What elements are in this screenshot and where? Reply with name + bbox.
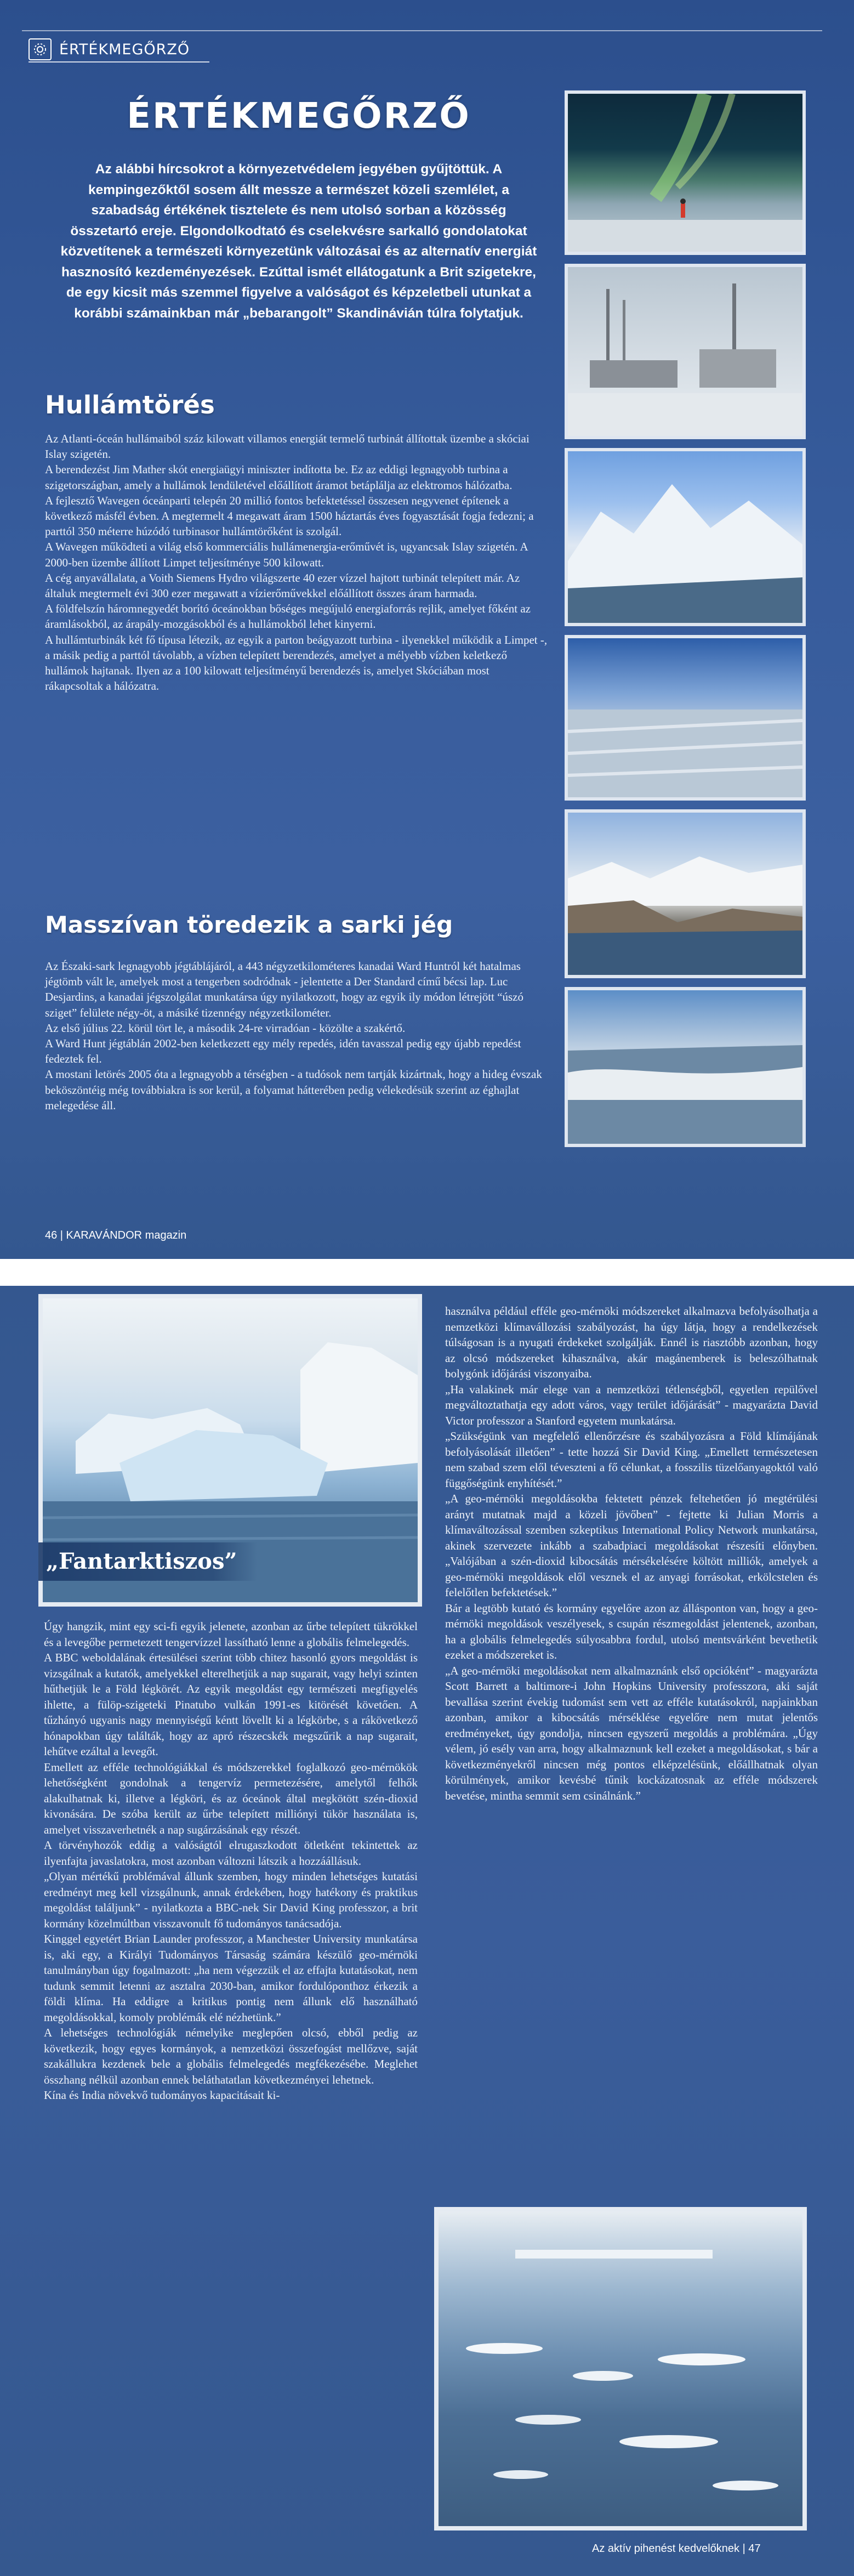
photo-sea-ice bbox=[565, 987, 806, 1147]
paragraph: „Szükségünk van megfelelő ellenőrzésre és szabályozásra a Föld klímájának befolyásolását illetően” - tette hozzá Sir David King. „Emellett természetesen nem szabad szem elől téveszteni a fő célunkat, a fosszilis tüzelőanyagoktól való függőségünk enyhítését.” bbox=[445, 1429, 818, 1490]
paragraph: A cég anyavállalata, a Voith Siemens Hydro világszerte 40 ezer vízzel hajtott turbinát telepített már. Az általuk megtermelt évi 300 ezer megawatt a vízierőművekkel előállított összes áram harmada. bbox=[45, 571, 520, 600]
paragraph: Emellett az efféle technológiákkal és módszerekkel foglalkozó geo-mérnökök lehetőségként gondolnak a tengervíz permetezésére, amelytől felhők alakulhatnak ki, illetve a légköri, és az óceánok által megkötött szén-dioxid kivonására. De szóba került az űrbe telepített milliónyi tükör használata is, amelyet visszaverhetnék a nap sugárzásának egy részét. bbox=[44, 1760, 418, 1836]
paragraph: Bár a legtöbb kutató és kormány egyelőre azon az állásponton van, hogy a geo-mérnöki megoldások veszélyesek, s csupán részmegoldást jelentenek, azonban, ha a globális felmelegedés súlyosabbra fordul, utolsó mentsvárként bevethetik ezeket a módszereket is. bbox=[445, 1601, 818, 1661]
article-body-sarki-jeg bbox=[45, 958, 549, 1113]
page-47 bbox=[0, 1286, 854, 2576]
paragraph: A berendezést Jim Mather skót energiaügyi miniszter indította be. Ez az eddigi legnagyobb turbina a szigetországban, amely a hullámok lendületével előállított áramot betáplálja az elektromos hálózatba. bbox=[45, 463, 513, 492]
paragraph: használva például efféle geo-mérnöki módszereket alkalmazva befolyásolhatja a nemzetközi klímavállozási szabályozást, ha úgy látja, hogy a rendelkezések túlságosan is a nyugati érdekeket szolgálják. Ennél is riasztóbb azonban, hogy az olcsó módszereket kihasználva, akár magánemberek is beleszólhatnak bolygónk időjárási viszonyaiba. bbox=[445, 1304, 818, 1380]
paragraph: Úgy hangzik, mint egy sci-fi egyik jelenete, azonban az űrbe telepített tükrökkel és a levegőbe permetezett tengervízzel lassítható lenne a globális felmelegedés. bbox=[44, 1620, 418, 1649]
page-footer-left: 46 | KARAVÁNDOR magazin bbox=[45, 1229, 187, 1241]
paragraph: A Ward Hunt jégtáblán 2002-ben keletkezett egy mély repedés, idén tavasszal pedig egy újabb repedést fedeztek fel. bbox=[45, 1037, 521, 1066]
article-column-left bbox=[44, 1619, 418, 2103]
article-heading-sarki-jeg: Masszívan töredezik a sarki jég bbox=[45, 911, 453, 938]
paragraph: Az Északi-sark legnagyobb jégtáblájáról, a 443 négyzetkilométeres kanadai Ward Huntról két hatalmas jégtömb vált le, amelyek most a tengerben sodródnak - jelentette a Der Standard című bécsi lap. Luc Desjardins, a kanadai jégszolgálat munkatársa úgy nyilatkozott, hogy az egyik ily módon létrejött “úszó sziget” felülete négy-öt, a másiké tizennégy négyzetkilométer. bbox=[45, 960, 524, 1019]
paragraph: Kinggel egyetért Brian Launder professzor, a Manchester University munkatársa is, aki egy, a Királyi Tudományos Társaság számára készülő geo-mérnöki tanulmányban úgy fogalmazott: „ha nem végezzük el az effajta kutatásokat, nem tudunk semmit letenni az asztalra 2030-ban, amikor fordulóponthoz érkezik a földi klíma. Ha eddigre a kritikus pontig nem állunk elő használható megoldásokkal, komoly problémák elé nézhetünk.” bbox=[44, 1932, 418, 2024]
photo-ice-floes bbox=[434, 2207, 807, 2530]
paragraph: A fejlesztő Wavegen óceánparti telepén 20 millió fontos befektetéssel összesen negyvenet építenek a következő másfél évben. A megtermelt 4 megawatt áram 1500 háztartás éves fogyasztását fogja fedezni; a parttól 350 méterre húzódó turbinasor hullámtörőként is szolgál. bbox=[45, 493, 534, 538]
paragraph: Kína és India növekvő tudományos kapacitásait ki- bbox=[44, 2089, 280, 2102]
paragraph: Az első július 22. körül tört le, a második 24-re virradóan - közölte a szakértő. bbox=[45, 1021, 406, 1035]
photo-column bbox=[565, 90, 806, 1156]
paragraph: Az Atlanti-óceán hullámaiból száz kilowatt villamos energiát termelő turbinát állítottak üzembe a skóciai Islay szigetén. bbox=[45, 432, 530, 461]
paragraph: A BBC weboldalának értesülései szerint több chitez hasonló gyors megoldást is vizsgálnak a kutatók, amelyekkel elterelhetjük a nap sugarait, vagy helyi szinten hűthetjük le a Föld légkörét. Az egyik megoldást egy természeti megfigyelés ihlette, a fülöp-szigeteki Pinatubo vulkán 1991-es kitörését követően. A tűzhányó ugyanis nagy mennyiségű kéntt lövellt ki a légkörbe, s a rákövetkező hónapokban úgy találták, hogy az apró részecskék megszűrik a nap sugarait, lehűtve ezáltal a levegőt. bbox=[44, 1651, 418, 1758]
paragraph: „Olyan mértékű problémával állunk szemben, hogy minden lehetséges kutatási eredményt meg kell vizsgálnunk, annak érdekében, hogy hatékony és praktikus megoldást találjunk” - nyilatkozta a BBC-nek Sir David King professzor, a brit kormány közelmúltban visszavonult fő tudományos tanácsadója. bbox=[44, 1870, 418, 1930]
paragraph: „A geo-mérnöki megoldásokat nem alkalmaznánk első opcióként” - magyarázta Scott Barrett a baltimore-i John Hopkins University professzora, aki saját bevallása szerint évekig tudomást sem vett az efféle kutatásokról, napjainkban azonban, amikor a kibocsátás mérséklése egyelőre nem mutat jelentős eredményeket, úgy gondolja, nincsen egyszerű megoldás a problémára. „Úgy vélem, jó esély van arra, hogy alkalmaznunk kell ezeket a megoldásokat, s bár a következményekről nincsen még pontos elképzelésünk, előállhatnak olyan körülmények, amikor kevésbé tűnik kockázatosnak az efféle módszerek bevetése, mintha semmit sem csinálnánk.” bbox=[445, 1664, 818, 1802]
paragraph: A mostani letörés 2005 óta a legnagyobb a térségben - a tudósok nem tartják kizártnak, hogy a hideg évszak beköszöntéig még továbbiakra is sor kerül, a folyamat hátterében pedig vélekedésük szerint az éghajlat melegedése áll. bbox=[45, 1068, 542, 1112]
paragraph: A földfelszín háromnegyedét borító óceánokban bőséges megújuló energiaforrás rejlik, amelyet főként az áramlásokból, az árapály-mozgásokból és a hullámokból lehet kinyerni. bbox=[45, 602, 531, 631]
intro-lead: Az alábbi hírcsokrot a környezetvédelem jegyében gyűjtöttük. A kempingezőktől sosem állt messze a természet közeli szemlélet, a szabadság értékének tisztelete és nem utolsó sorban a közösség összetartó ereje. Elgondolkodtató és cselekvésre sarkalló gondolatokat közvetítenek a természeti környezetünk változásai és az alternatív energiát hasznosító kezdeményezések. Ezúttal ismét ellátogatunk a Brit szigetekre, de egy kicsit más szemmel figyelve a valóságot és képzeletbeli utunkat a korábbi számainkban már „bebarangolt” Skandinávián túlra folytatjuk. bbox=[60, 162, 537, 321]
photo-power-plant bbox=[565, 264, 806, 439]
photo-aurora bbox=[565, 90, 806, 255]
paragraph: A Wavegen működteti a világ első kommerciális hullámenergia-erőművét is, ugyancsak Islay szigetén. A 2000-ben üzembe állított Limpet teljesítménye 500 kilowatt. bbox=[45, 540, 528, 569]
page-title: ÉRTÉKMEGŐRZŐ bbox=[127, 96, 471, 137]
section-tag-underline bbox=[29, 61, 209, 63]
gear-icon bbox=[29, 38, 52, 60]
photo-snow-mountain bbox=[565, 448, 806, 626]
article-heading-hullamtores: Hullámtörés bbox=[45, 390, 215, 419]
paragraph: „Ha valakinek már elege van a nemzetközi tétlenségből, egyetlen repülővel megváltoztathatja egy adott város, vagy terület időjárását” - magyarázta David Victor professzor a Stanford egyetem munkatársa. bbox=[445, 1382, 818, 1427]
photo-caption: „Fantarktiszos” bbox=[38, 1542, 258, 1581]
paragraph: „A geo-mérnöki megoldásokba fektetett pénzek feltehetően jó megtérülési arányt mutatnak majd a közeli jövőben” - fejtette ki Julian Morris a klímaváltozással szemben szkeptikus International Policy Network munkatársa, akinek szervezete inkább a szabadpiaci megoldásokat részesíti előnyben. „Valójában a szén-dioxid kibocsátás mérsékelésére költött milliók, amelyek a geo-mérnöki megoldások elől vesznek el az anyagi forrásokat, erkölcstelen és felelőtlen befektetések.” bbox=[445, 1492, 818, 1599]
page-footer-right: Az aktív pihenést kedvelőknek | 47 bbox=[592, 2543, 761, 2555]
section-tag-label: ÉRTÉKMEGŐRZŐ bbox=[59, 41, 190, 58]
top-rule bbox=[22, 30, 822, 31]
photo-ice-sheet bbox=[565, 635, 806, 801]
photo-fjord bbox=[565, 809, 806, 978]
article-body-hullamtores bbox=[45, 431, 549, 694]
paragraph: A lehetséges technológiák némelyike meglepően olcsó, ebből pedig az következik, hogy egyes kormányok, a nemzetközi összefogást mellőzve, saját szakállukra kezdenek bele a globális felmelegedés megfékezésébe. Meglehet összhang nélkül azonban ennek beláthatatlan következményei lehetnek. bbox=[44, 2026, 418, 2086]
page-46 bbox=[0, 0, 854, 1259]
paragraph: A hullámturbinák két fő típusa létezik, az egyik a parton beágyazott turbina - ilyenekkel működik a Limpet -, a másik pedig a parttól távolabb, a vízben telepített berendezés, amelyet a mélyebb vízben keletkező hullámok hajtanak. Ilyen az a 100 kilowatt teljesítményű berendezés is, amelyet Skóciában most rákapcsoltak a hálózatra. bbox=[45, 633, 548, 693]
article-column-right bbox=[445, 1303, 818, 1803]
section-tag bbox=[29, 38, 190, 60]
paragraph: A törvényhozók eddig a valóságtól elrugaszkodott ötletként tekintettek az ilyenfajta javaslatokra, most azonban változni látszik a hozzáállásuk. bbox=[44, 1839, 418, 1868]
